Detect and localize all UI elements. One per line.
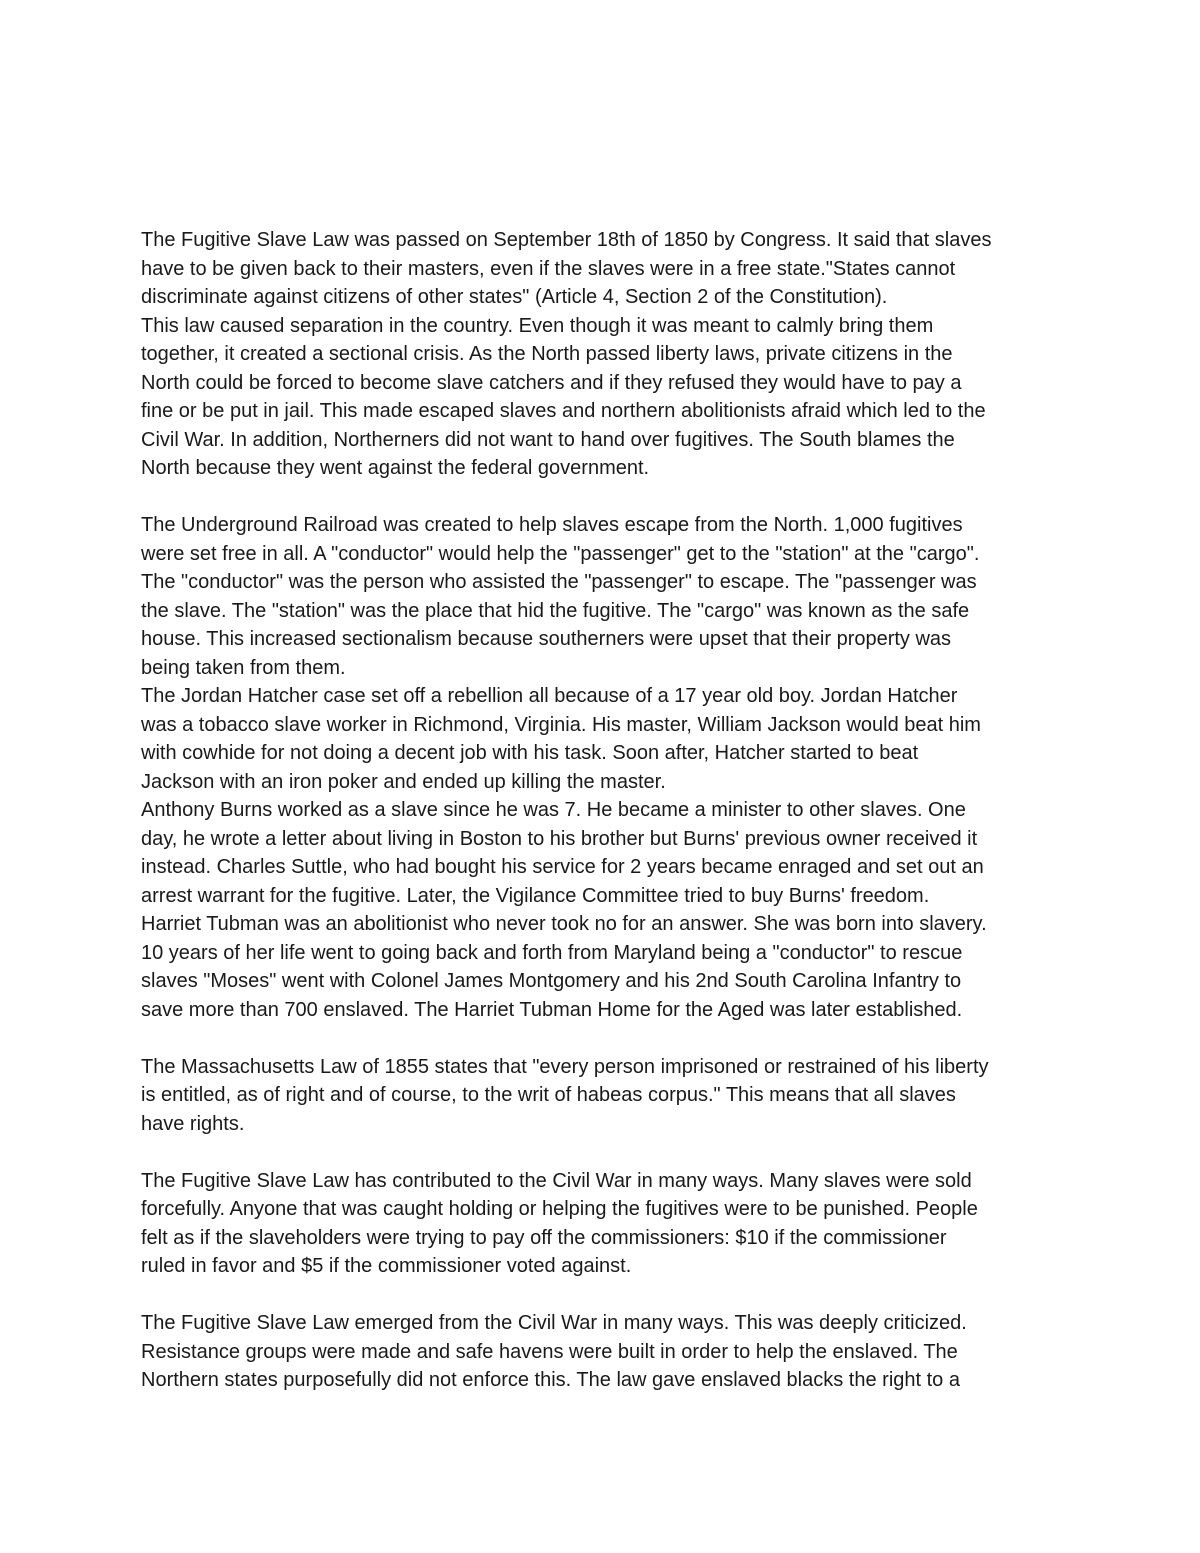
paragraph-break — [141, 1138, 1071, 1167]
text-line: This law caused separation in the country. Even though it was meant to calmly bring them — [141, 314, 934, 337]
text-line: with cowhide for not doing a decent job with his task. Soon after, Hatcher started to beat — [141, 742, 919, 764]
text-line: have to be given back to their masters, even if the slaves were in a free state."States cannot — [141, 257, 956, 280]
text-line: discriminate against citizens of other states" (Article 4, Section 2 of the Constitution). — [141, 286, 888, 308]
text-line: was a tobacco slave worker in Richmond, Virginia. His master, William Jackson would beat him — [141, 713, 981, 736]
text-line: ruled in favor and $5 if the commissioner voted against. — [141, 1255, 632, 1277]
text-line: fine or be put in jail. This made escaped slaves and northern abolitionists afraid which led to the — [141, 400, 986, 422]
text-line: the slave. The "station" was the place that hid the fugitive. The "cargo" was known as the safe — [141, 599, 970, 622]
text-line: being taken from them. — [141, 656, 346, 679]
text-line: Northern states purposefully did not enforce this. The law gave enslaved blacks the right to a — [141, 1369, 960, 1391]
text-line: The Fugitive Slave Law has contributed to the Civil War in many ways. Many slaves were sold — [141, 1169, 972, 1192]
text-line: The Massachusetts Law of 1855 states that "every person imprisoned or restrained of his liberty — [141, 1055, 989, 1078]
text-line: Anthony Burns worked as a slave since he was 7. He became a minister to other slaves. One — [141, 799, 966, 821]
text-line: Jackson with an iron poker and ended up killing the master. — [141, 770, 666, 793]
paragraph-break — [141, 1024, 1071, 1053]
text-line: 10 years of her life went to going back and forth from Maryland being a "conductor" to rescue — [141, 941, 963, 964]
text-line: forcefully. Anyone that was caught holding or helping the fugitives were to be punished. People — [141, 1198, 978, 1220]
text-line: were set free in all. A "conductor" would help the "passenger" get to the "station" at the "cargo". — [141, 542, 980, 565]
text-line: Resistance groups were made and safe havens were built in order to help the enslaved. The — [141, 1340, 958, 1363]
text-line: together, it created a sectional crisis. As the North passed liberty laws, private citizens in the — [141, 343, 953, 365]
text-line: The Jordan Hatcher case set off a rebellion all because of a 17 year old boy. Jordan Hatcher — [141, 685, 958, 707]
text-line: The Underground Railroad was created to help slaves escape from the North. 1,000 fugitives — [141, 514, 963, 536]
text-line: slaves "Moses" went with Colonel James Montgomery and his 2nd South Carolina Infantry to — [141, 970, 962, 992]
paragraph-break — [141, 1281, 1071, 1310]
text-line: The Fugitive Slave Law emerged from the Civil War in many ways. This was deeply criticized. — [141, 1312, 967, 1334]
text-line: felt as if the slaveholders were trying to pay off the commissioners: $10 if the commissioner — [141, 1226, 947, 1249]
text-line: have rights. — [141, 1112, 245, 1135]
text-line: North because they went against the federal government. — [141, 457, 650, 479]
text-line: day, he wrote a letter about living in Boston to his brother but Burns' previous owner received it — [141, 827, 978, 850]
paragraph-break — [141, 483, 1071, 512]
document-body — [141, 226, 1071, 1395]
text-line: Harriet Tubman was an abolitionist who never took no for an answer. She was born into slavery. — [141, 913, 987, 935]
text-line: The Fugitive Slave Law was passed on September 18th of 1850 by Congress. It said that slaves — [141, 229, 992, 251]
text-line: Civil War. In addition, Northerners did not want to hand over fugitives. The South blames the — [141, 428, 955, 451]
text-line: save more than 700 enslaved. The Harriet Tubman Home for the Aged was later established. — [141, 998, 963, 1021]
text-line: arrest warrant for the fugitive. Later, the Vigilance Committee tried to buy Burns' freedom. — [141, 884, 930, 907]
text-line: North could be forced to become slave catchers and if they refused they would have to pay a — [141, 371, 962, 394]
text-line: house. This increased sectionalism because southerners were upset that their property was — [141, 628, 952, 650]
text-line: instead. Charles Suttle, who had bought his service for 2 years became enraged and set out an — [141, 856, 984, 878]
text-line: is entitled, as of right and of course, to the writ of habeas corpus." This means that all slaves — [141, 1084, 956, 1106]
text-line: The "conductor" was the person who assisted the "passenger" to escape. The "passenger was — [141, 571, 977, 593]
